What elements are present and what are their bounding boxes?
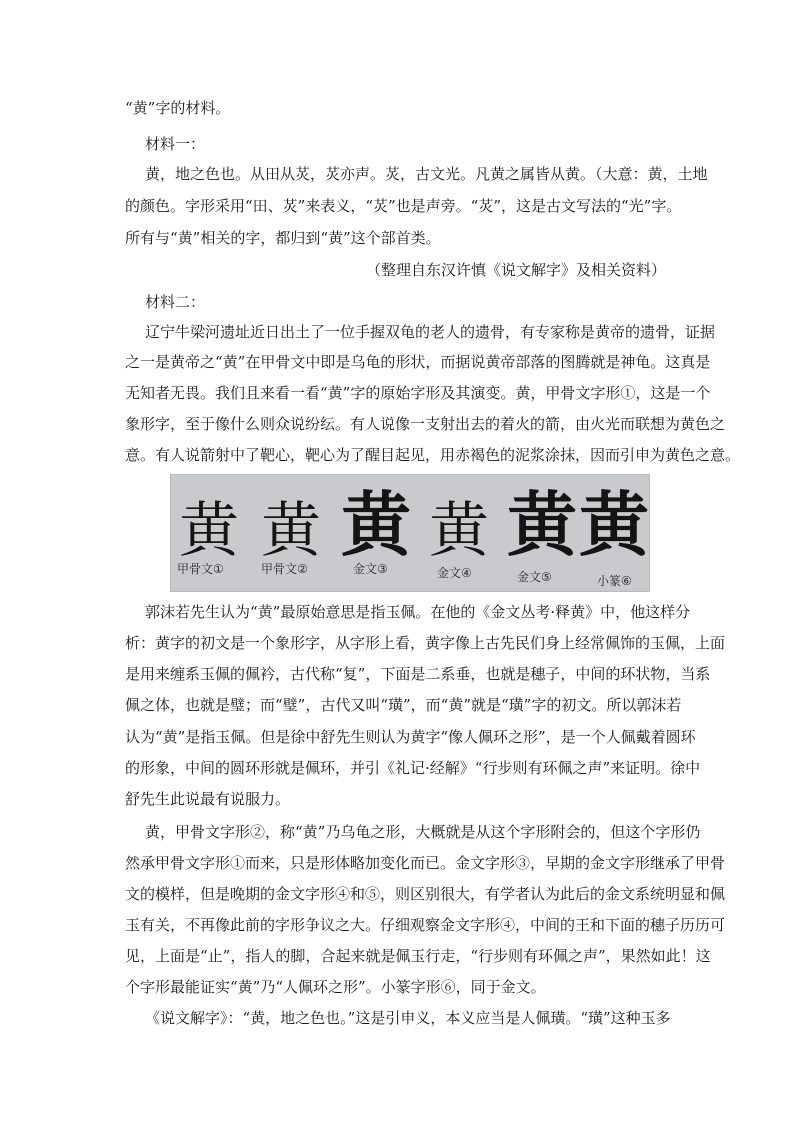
paragraph-line: 然承甲骨文字形①而来，只是形体略加变化而已。金文字形③，早期的金文字形继承了甲骨 (125, 854, 726, 872)
paragraph-line: 郭沫若先生认为“黄”最原始意思是指玉佩。在他的《金文丛考·释黄》中，他这样分 (145, 603, 691, 621)
material-2-label: 材料二： (145, 293, 206, 311)
paragraph-line: 认为“黄”是指玉佩。但是徐中舒先生则认为黄字“像人佩环之形”，是一个人佩戴着圆环 (125, 728, 696, 746)
paragraph-line: 《说文解字》：“黄，地之色也。”这是引申义，本义应当是人佩璜。“璜”这种玉多 (145, 1009, 671, 1027)
glyph-bronze-4: 黄 (429, 496, 489, 566)
glyph-caption: 金文③ (353, 562, 388, 576)
glyph-caption: 小篆⑥ (597, 574, 632, 588)
paragraph-line: 无知者无畏。我们且来看一看“黄”字的原始字形及其演变。黄，甲骨文字形①，这是一个 (125, 384, 711, 402)
glyph-caption: 甲骨文② (261, 562, 308, 576)
material-1-label: 材料一： (145, 135, 206, 153)
paragraph-line: 佩之体，也就是璧；而“璧”，古代又叫“璜”，而“黄”就是“璜”字的初文。所以郭沫若 (125, 696, 682, 714)
material-1-source: （整理自东汉许慎《说文解字》及相关资料） (365, 261, 666, 279)
paragraph-line: 玉有关，不再像此前的字形争议之大。仔细观察金文字形④，中间的王和下面的穗子历历可 (125, 916, 726, 934)
paragraph-line: 意。有人说箭射中了靶心，靶心为了醒目起见，用赤褐色的泥浆涂抹，因而引申为黄色之意。 (125, 446, 741, 464)
glyph-oracle-1: 黄 (179, 496, 239, 566)
glyph-caption: 金文④ (437, 566, 472, 580)
paragraph-line: 见，上面是“止”，指人的脚，合起来就是佩玉行走，“行步则有环佩之声”，果然如此！这 (125, 947, 711, 965)
paragraph-line: 是用来缠系玉佩的佩衿，古代称“复”，下面是二系垂，也就是穗子，中间的环状物，当系 (125, 665, 711, 683)
paragraph-line: 析：黄字的初文是一个象形字，从字形上看，黄字像上古先民们身上经常佩饰的玉佩，上面 (125, 634, 726, 652)
glyph-oracle-2: 黄 (261, 496, 321, 566)
material-1-line: 黄，地之色也。从田从炗，炗亦声。炗，古文光。凡黄之属皆从黄。（大意：黄，土地 (145, 165, 708, 183)
paragraph-line: 辽宁牛梁河遗址近日出土了一位手握双龟的老人的遗骨，有专家称是黄帝的遗骨，证据 (145, 323, 716, 341)
heading: “黄”字的材料。 (125, 99, 231, 117)
material-1-line: 所有与“黄”相关的字，都归到“黄”这个部首类。 (125, 229, 441, 247)
paragraph-line: 之一是黄帝之“黄”在甲骨文中即是乌龟的形状，而据说黄帝部落的图腾就是神龟。这真是 (125, 353, 711, 371)
glyph-bronze-5: 黄 (507, 483, 577, 566)
paragraph-line: 文的模样，但是晚期的金文字形④和⑤，则区别很大，有学者认为此后的金文系统明显和佩 (125, 885, 726, 903)
paragraph-line: 象形字，至于像什么则众说纷纭。有人说像一支射出去的着火的箭，由火光而联想为黄色之 (125, 415, 726, 433)
paragraph-line: 个字形最能证实“黄”乃“人佩环之形”。小篆字形⑥，同于金文。 (125, 978, 546, 996)
glyph-bronze-3: 黄 (341, 483, 411, 566)
glyph-evolution-figure (170, 474, 650, 592)
material-1-line: 的颜色。字形采用“田、炗”来表义，“炗”也是声旁。“炗”，这是古文写法的“光”字。 (125, 197, 682, 215)
paragraph-line: 黄，甲骨文字形②，称“黄”乃乌龟之形，大概就是从这个字形附会的，但这个字形仍 (145, 823, 701, 841)
paragraph-line: 的形象，中间的圆环形就是佩环，并引《礼记·经解》“行步则有环佩之声”来证明。徐中 (125, 759, 701, 777)
paragraph-line: 舒先生此说最有说服力。 (125, 790, 291, 808)
glyph-caption: 甲骨文① (177, 562, 224, 576)
glyph-caption: 金文⑤ (517, 570, 552, 584)
glyph-seal-6: 黄 (579, 483, 649, 566)
